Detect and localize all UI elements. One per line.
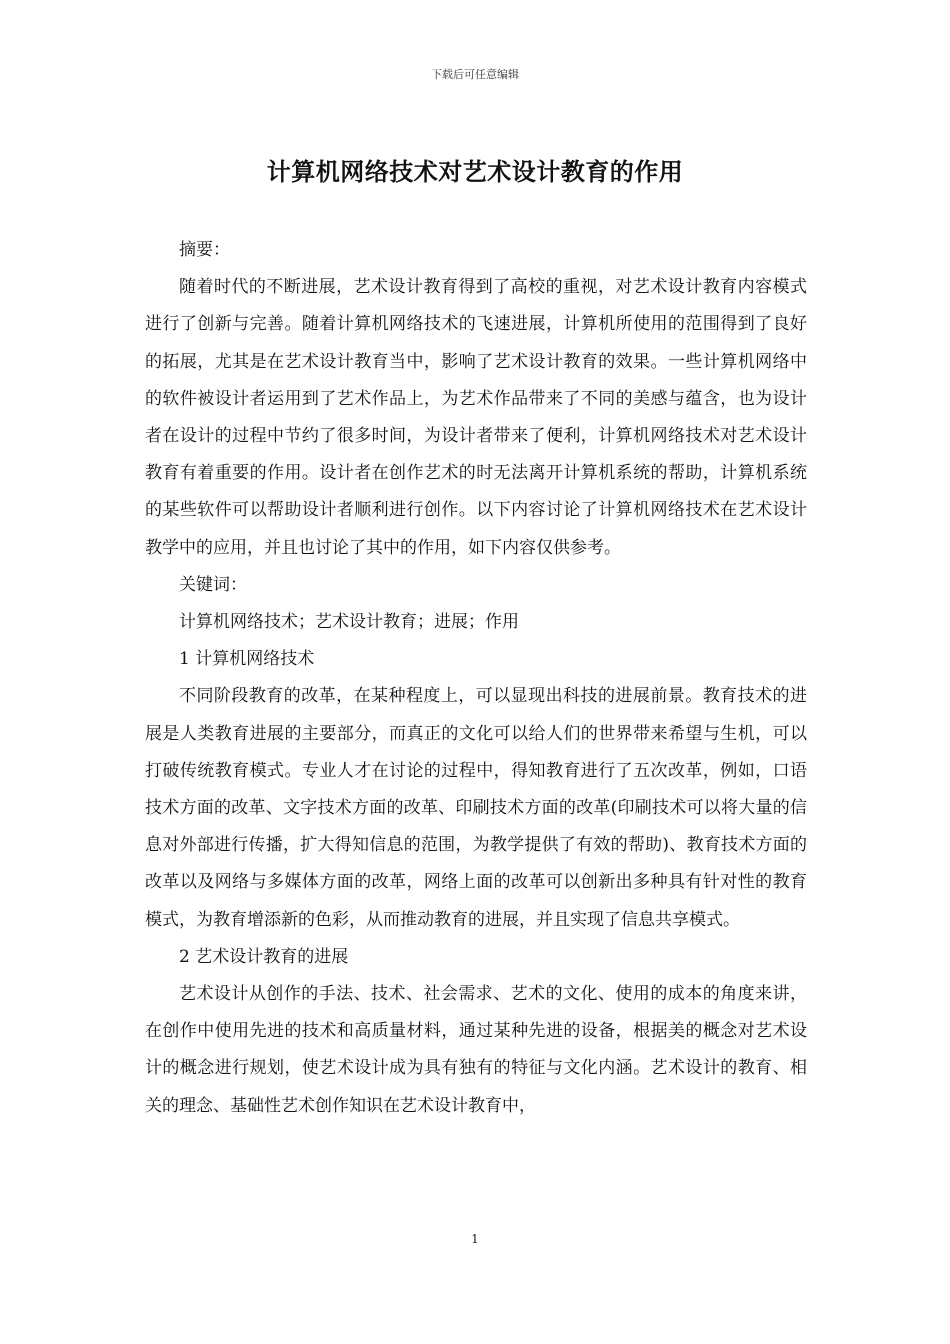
document-body [145, 232, 807, 1125]
page-number: 1 [471, 1232, 479, 1246]
section-2-heading: 2 艺术设计教育的进展 [179, 946, 349, 967]
section-1-paragraph: 不同阶段教育的改革，在某种程度上，可以显现出科技的进展前景。教育技术的进展是人类教育进展的主要部分，而真正的文化可以给人们的世界带来希望与生机，可以打破传统教育模式。专业人才在讨论的过程中，得知教育进行了五次改革，例如，口语技术方面的改革、文字技术方面的改革、印刷技术方面的改革(印刷技术可以将大量的信息对外部进行传播，扩大得知信息的范围，为教学提供了有效的帮助)、教育技术方面的改革以及网络与多媒体方面的改革，网络上面的改革可以创新出多种具有针对性的教育模式，为教育增添新的色彩，从而推动教育的进展，并且实现了信息共享模式。 [145, 686, 807, 930]
section-2-paragraph: 艺术设计从创作的手法、技术、社会需求、艺术的文化、使用的成本的角度来讲，在创作中使用先进的技术和高质量材料，通过某种先进的设备，根据美的概念对艺术设计的概念进行规划，使艺术设计成为具有独有的特征与文化内涵。艺术设计的教育、相关的理念、基础性艺术创作知识在艺术设计教育中， [145, 984, 807, 1116]
keywords-paragraph: 计算机网络技术；艺术设计教育；进展；作用 [179, 612, 519, 633]
keywords-label: 关键词： [179, 574, 247, 595]
header-note: 下载后可任意编辑 [431, 68, 519, 81]
abstract-label: 摘要： [179, 240, 230, 260]
abstract-paragraph: 随着时代的不断进展，艺术设计教育得到了高校的重视，对艺术设计教育内容模式进行了创新与完善。随着计算机网络技术的飞速进展，计算机所使用的范围得到了良好的拓展，尤其是在艺术设计教育当中，影响了艺术设计教育的效果。一些计算机网络中的软件被设计者运用到了艺术作品上，为艺术作品带来了不同的美感与蕴含，也为设计者在设计的过程中节约了很多时间，为设计者带来了便利，计算机网络技术对艺术设计教育有着重要的作用。设计者在创作艺术的时无法离开计算机系统的帮助，计算机系统的某些软件可以帮助设计者顺利进行创作。以下内容讨论了计算机网络技术在艺术设计教学中的应用，并且也讨论了其中的作用，如下内容仅供参考。 [145, 277, 807, 558]
section-1-heading: 1 计算机网络技术 [179, 649, 315, 670]
page-title: 计算机网络技术对艺术设计教育的作用 [266, 158, 684, 186]
